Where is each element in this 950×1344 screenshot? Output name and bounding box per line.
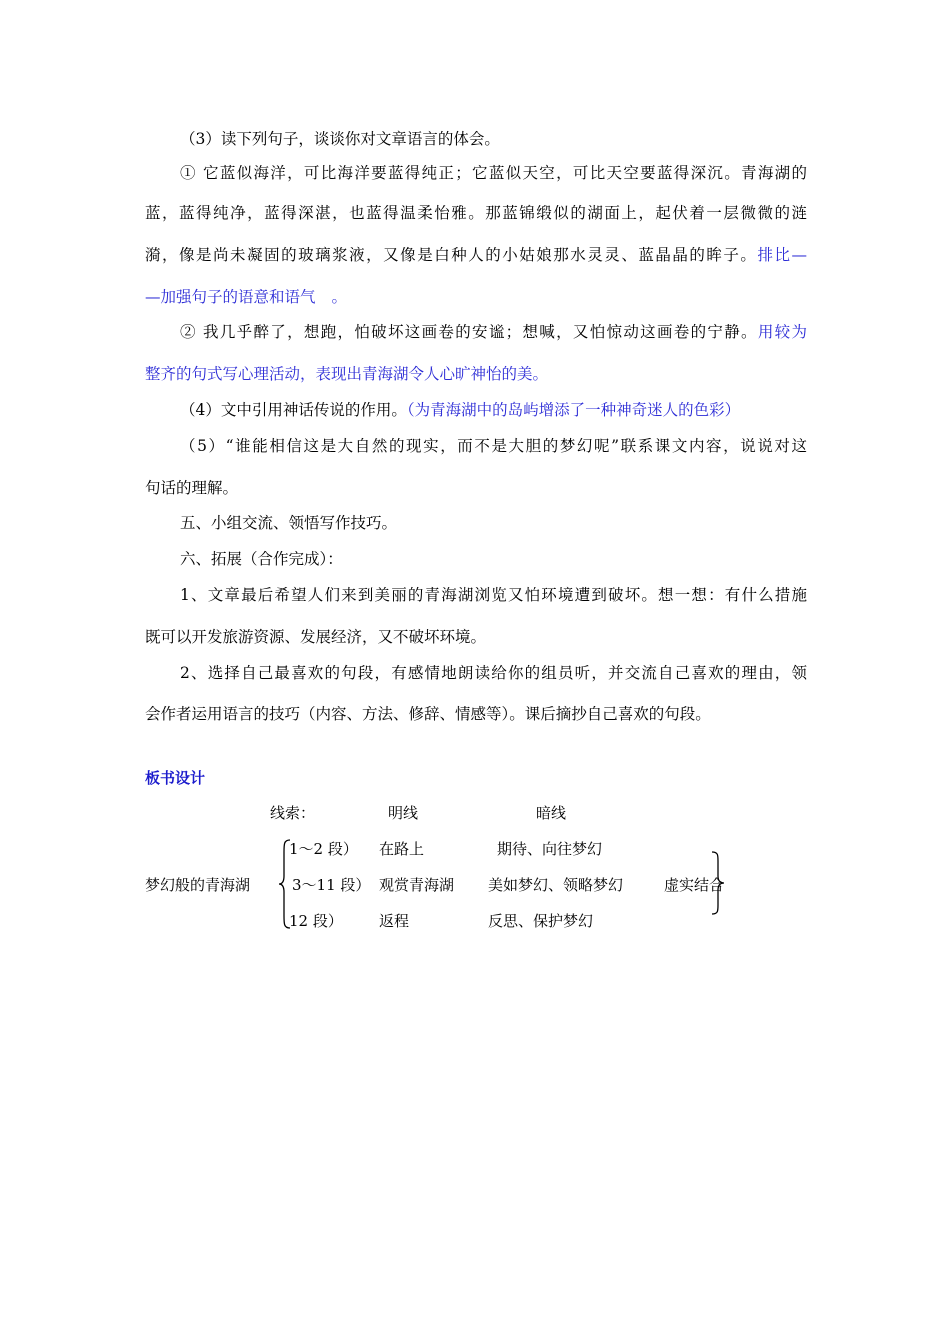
row-3-main: 返程 xyxy=(379,912,410,930)
question-4-answer: （为青海湖中的岛屿增添了一种神奇迷人的色彩） xyxy=(406,401,741,419)
sentence-2-line-2: 整齐的句式写心理活动，表现出青海湖令人心旷神怡的美。 xyxy=(145,365,549,383)
question-4 xyxy=(180,400,740,420)
hidden-line-label: 暗线 xyxy=(536,804,567,822)
row-2-hidden: 美如梦幻、领略梦幻 xyxy=(488,876,624,894)
sentence-1-text: 漪，像是尚未凝固的玻璃浆液，又像是白种人的小姑娘那水灵灵、蓝晶晶的眸子。 xyxy=(145,246,758,264)
row-1-hidden: 期待、向往梦幻 xyxy=(497,840,603,858)
annotation-period: 。 xyxy=(331,288,348,306)
sentence-1-line-4 xyxy=(145,287,347,307)
board-conclusion: 虚实结合 xyxy=(664,876,725,894)
board-heading: 板书设计 xyxy=(145,769,206,787)
row-3-hidden: 反思、保护梦幻 xyxy=(488,912,594,930)
board-topic: 梦幻般的青海湖 xyxy=(145,876,251,894)
annotation-parallelism-cont: —加强句子的语意和语气 xyxy=(145,288,316,306)
main-line-label: 明线 xyxy=(388,804,419,822)
row-1-paragraphs: 1～2 段） xyxy=(289,840,358,858)
question-3-title: （3）读下列句子，谈谈你对文章语言的体会。 xyxy=(180,130,500,148)
sentence-1-line-2: 蓝，蓝得纯净，蓝得深湛，也蓝得温柔怡雅。那蓝锦缎似的湖面上，起伏着一层微微的涟 xyxy=(145,204,807,222)
row-3-paragraphs: 12 段） xyxy=(289,912,343,930)
question-5-line-2: 句话的理解。 xyxy=(145,479,239,497)
task-2-line-1: 2、选择自己最喜欢的句段，有感情地朗读给你的组员听，并交流自己喜欢的理由，领 xyxy=(180,664,807,682)
task-2-line-2: 会作者运用语言的技巧（内容、方法、修辞、情感等）。课后摘抄自己喜欢的句段。 xyxy=(145,705,711,723)
row-2-paragraphs: 3～11 段） xyxy=(292,876,371,894)
sentence-1-line-1: ① 它蓝似海洋，可比海洋要蓝得纯正；它蓝似天空，可比天空要蓝得深沉。青海湖的 xyxy=(180,164,807,182)
sentence-1-line-3 xyxy=(145,245,807,265)
row-1-main: 在路上 xyxy=(379,840,425,858)
right-brace-icon xyxy=(710,850,726,916)
question-4-text: （4）文中引用神话传说的作用。 xyxy=(180,401,407,419)
task-1-line-2: 既可以开发旅游资源、发展经济，又不破坏环境。 xyxy=(145,628,487,646)
row-2-main: 观赏青海湖 xyxy=(379,876,455,894)
sentence-2-line-1 xyxy=(180,322,807,342)
sentence-2-text: ② 我几乎醉了，想跑，怕破坏这画卷的安谧；想喊，又怕惊动这画卷的宁静。 xyxy=(180,323,758,341)
annotation-structure: 用较为 xyxy=(757,323,807,341)
clue-label: 线索： xyxy=(270,804,316,822)
section-six: 六、拓展（合作完成）： xyxy=(180,550,343,568)
task-1-line-1: 1、文章最后希望人们来到美丽的青海湖浏览又怕环境遭到破坏。想一想：有什么措施 xyxy=(180,586,807,604)
section-five: 五、小组交流、领悟写作技巧。 xyxy=(180,514,398,532)
question-5-line-1: （5）“谁能相信这是大自然的现实，而不是大胆的梦幻呢”联系课文内容，说说对这 xyxy=(180,437,807,455)
annotation-parallelism: 排比— xyxy=(757,246,807,264)
